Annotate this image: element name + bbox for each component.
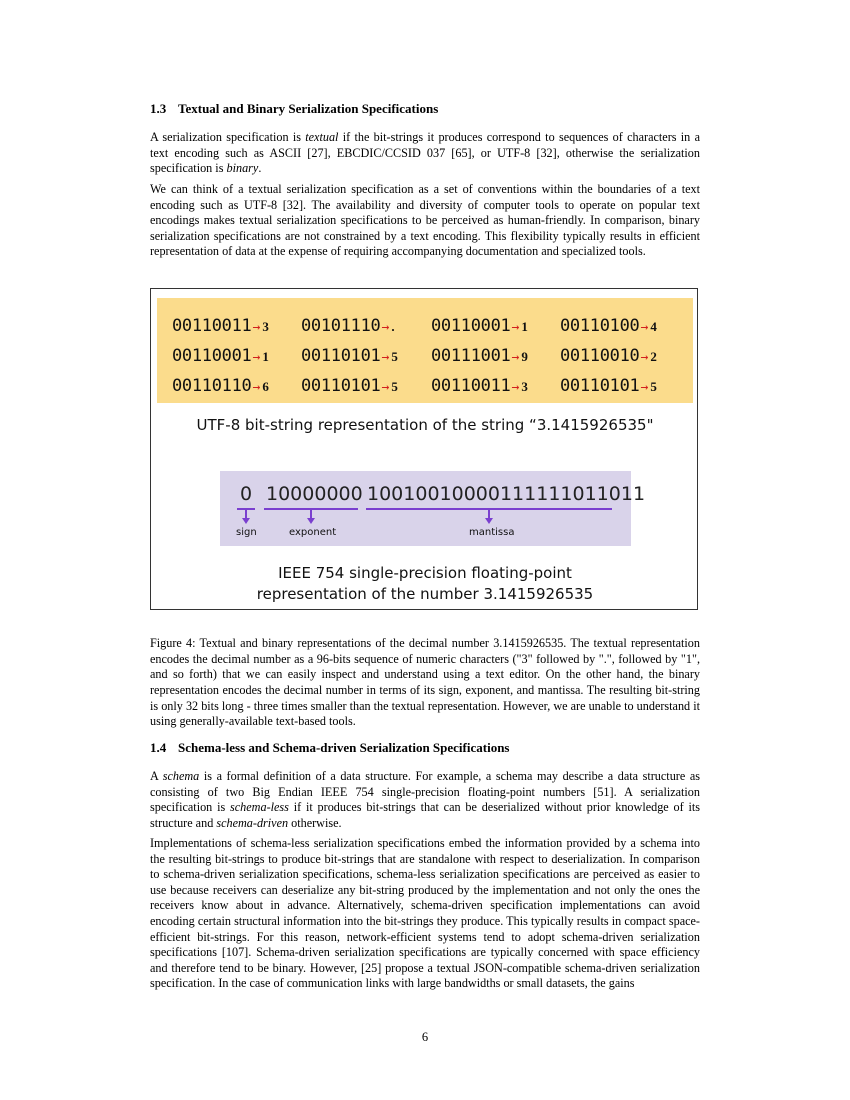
figure-4 xyxy=(150,288,698,610)
utf8-byte-cell xyxy=(301,346,398,366)
paragraph-schema-definition: A schema is a formal definition of a data structure. For example, a schema may describe a data structure as consisting of two Big Endian IEEE 754 single-precision floating-point numbers [51]. A serialization specification is schema-less if it produces bit-strings that can be deserialized without prior knowledge of its structure and schema-driven otherwise. xyxy=(150,769,700,830)
utf8-decoded-char: 1 xyxy=(521,319,528,334)
paragraph-conventions: We can think of a textual serialization specification as a set of conventions within the boundaries of a text encoding such as UTF-8 [32]. The availability and diversity of computer tools to operate on popular text encodings makes textual serialization specifications to be perceived as human-friendly. In comparison, binary serialization specifications are not constrained by a text encoding. This flexibility typically results in efficient representation of data at the expense of requiring accompanying documentation and specialized tools. xyxy=(150,182,700,259)
utf8-byte-cell xyxy=(301,316,395,336)
utf8-decoded-char: 5 xyxy=(391,349,398,364)
utf8-byte-cell xyxy=(431,346,528,366)
red-arrow-icon: → xyxy=(511,320,520,335)
section-heading-1-4 xyxy=(150,740,510,756)
red-arrow-icon: → xyxy=(640,350,649,365)
utf8-byte-bits: 00110100 xyxy=(560,316,640,336)
utf8-byte-bits: 00111001 xyxy=(431,346,511,366)
red-arrow-icon: → xyxy=(511,380,520,395)
utf8-byte-cell xyxy=(560,346,657,366)
utf8-byte-cell xyxy=(301,376,398,396)
utf8-decoded-char: 6 xyxy=(262,379,269,394)
utf8-byte-bits: 00110110 xyxy=(172,376,252,396)
utf8-decoded-char: 9 xyxy=(521,349,528,364)
utf8-byte-bits: 00110101 xyxy=(301,376,381,396)
exponent-bits: 10000000 xyxy=(266,483,363,505)
mantissa-bits: 10010010000111111011011 xyxy=(367,483,646,505)
utf8-byte-bits: 00110010 xyxy=(560,346,640,366)
utf8-byte-bits: 00110101 xyxy=(301,346,381,366)
mantissa-label: mantissa xyxy=(469,527,515,538)
red-arrow-icon: → xyxy=(381,350,390,365)
utf8-byte-cell xyxy=(172,376,269,396)
utf8-byte-bits: 00110011 xyxy=(431,376,511,396)
exponent-label: exponent xyxy=(289,527,337,538)
ieee754-panel xyxy=(220,471,646,546)
sign-label: sign xyxy=(236,527,257,538)
red-arrow-icon: → xyxy=(381,320,390,335)
term-schema-less: schema-less xyxy=(230,800,289,815)
red-arrow-icon: → xyxy=(640,380,649,395)
utf8-byte-cell xyxy=(431,376,528,396)
utf8-decoded-char: 3 xyxy=(262,319,269,334)
red-arrow-icon: → xyxy=(252,320,261,335)
utf8-bitstring-panel xyxy=(157,298,693,403)
utf8-byte-cell xyxy=(560,376,657,396)
red-arrow-icon: → xyxy=(252,350,261,365)
section-title: Textual and Binary Serialization Specifications xyxy=(178,101,439,116)
utf8-decoded-char: 1 xyxy=(262,349,269,364)
section-number: 1.3 xyxy=(150,101,167,116)
mantissa-arrowhead xyxy=(485,518,493,524)
section-heading-1-3 xyxy=(150,101,438,117)
term-binary: binary xyxy=(226,161,259,176)
term-schema: schema xyxy=(162,769,200,783)
utf8-decoded-char: . xyxy=(391,319,395,334)
utf8-byte-cell xyxy=(172,346,269,366)
sign-arrowhead xyxy=(242,518,250,524)
utf8-decoded-char: 5 xyxy=(391,379,398,394)
utf8-decoded-char: 3 xyxy=(521,379,528,394)
section-title: Schema-less and Schema-driven Serialization Specifications xyxy=(178,740,510,755)
sign-bits: 0 xyxy=(240,483,253,505)
utf8-byte-cell xyxy=(560,316,657,336)
utf8-decoded-char: 2 xyxy=(650,349,657,364)
term-textual: textual xyxy=(305,130,339,144)
red-arrow-icon: → xyxy=(381,380,390,395)
exponent-arrowhead xyxy=(307,518,315,524)
figure-4-caption: Figure 4: Textual and binary representations of the decimal number 3.1415926535. The textual representation encodes the decimal number as a 96-bits sequence of numeric characters ("3" followed by ".", followed by "1", and so forth) that we can easily inspect and understand using a text editor. On the other hand, the binary representation encodes the decimal number in terms of its sign, exponent, and mantissa. The resulting bit-string is only 32 bits long - three times smaller than the textual representation. However, we are unable to understand it using generally-available text-based tools. xyxy=(150,636,700,729)
paragraph-textual-binary: A serialization specification is textual if the bit-strings it produces correspond to sequences of characters in a text encoding such as ASCII [27], EBCDIC/CCSID 037 [65], or UTF-8 [32], otherwise the serialization specification is binary. xyxy=(150,130,700,176)
utf8-caption: UTF-8 bit-string representation of the string “3.1415926535" xyxy=(196,416,654,434)
utf8-byte-bits: 00110011 xyxy=(172,316,252,336)
red-arrow-icon: → xyxy=(252,380,261,395)
paragraph-schema-less-implementations: Implementations of schema-less serialization specifications embed the information provided by a schema into the resulting bit-strings to produce bit-strings that are standalone with respect to deserialization. In comparison to schema-driven serialization specifications, schema-less serialization specifications are perceived as easier to use because receivers can deserialize any bit-string produced by the implementation and not only the ones the receivers know about in advance. Alternatively, schema-driven specification implementations can avoid encoding certain structural information into the bit-strings they produce. This typically results in compact space-efficient bit-strings. For this reason, network-efficient systems tend to adopt schema-driven serialization specifications [107]. Schema-driven serialization specifications are typically concerned with space efficiency and therefore tend to be binary. However, [25] propose a textual JSON-compatible schema-driven serialization specification. In the case of communication links with large bandwidths or small datasets, the gains xyxy=(150,836,700,991)
utf8-byte-bits: 00110001 xyxy=(172,346,252,366)
utf8-byte-bits: 00110101 xyxy=(560,376,640,396)
red-arrow-icon: → xyxy=(511,350,520,365)
ieee754-caption-line1: IEEE 754 single-precision floating-point xyxy=(278,564,572,582)
utf8-byte-cell xyxy=(172,316,269,336)
utf8-decoded-char: 5 xyxy=(650,379,657,394)
page-number: 6 xyxy=(421,1030,429,1044)
utf8-byte-cell xyxy=(431,316,528,336)
ieee754-caption-line2: representation of the number 3.1415926535 xyxy=(256,585,594,603)
utf8-byte-bits: 00110001 xyxy=(431,316,511,336)
utf8-byte-bits: 00101110 xyxy=(301,316,381,336)
utf8-decoded-char: 4 xyxy=(650,319,657,334)
term-schema-driven: schema-driven xyxy=(216,815,289,830)
section-number: 1.4 xyxy=(150,740,167,755)
red-arrow-icon: → xyxy=(640,320,649,335)
